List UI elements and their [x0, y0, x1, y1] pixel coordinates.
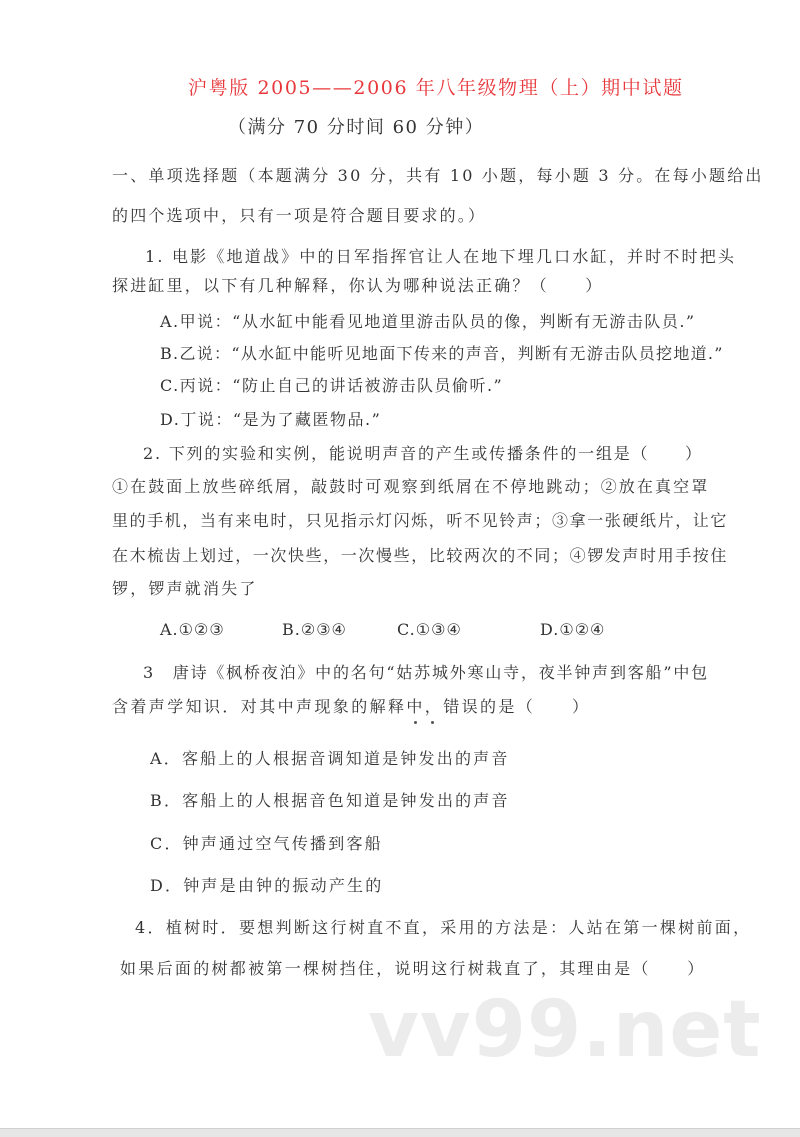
q1-option-c: C.丙说：“防止自己的讲话被游击队员偷听.” [160, 376, 504, 395]
question-2-body: 里的手机，当有来电时，只见指示灯闪烁，听不见铃声；③拿一张硬纸片，让它 [112, 511, 729, 530]
q1-option-b: B.乙说：“从水缸中能听见地面下传来的声音，判断有无游击队员挖地道.” [160, 344, 724, 363]
emphasis-dot [414, 721, 417, 724]
question-2-body: 在木梳齿上划过，一次快些，一次慢些，比较两次的不同；④锣发声时用手按住 [112, 546, 729, 565]
document-title: 沪粤版 2005——2006 年八年级物理（上）期中试题 [188, 77, 684, 99]
section-heading-cont: 的四个选项中，只有一项是符合题目要求的。） [112, 206, 487, 225]
q2-option-c: C.①③④ [397, 620, 462, 639]
q3-option-d: D．钟声是由钟的振动产生的 [150, 876, 384, 895]
question-2-body: ①在鼓面上放些碎纸屑，敲鼓时可观察到纸屑在不停地跳动；②放在真空罩 [112, 477, 710, 496]
question-2: 2. 下列的实验和实例，能说明声音的产生或传播条件的一组是（ ） [143, 444, 703, 463]
question-2-body: 锣，锣声就消失了 [112, 579, 258, 598]
q1-option-d: D.丁说：“是为了藏匿物品.” [160, 410, 382, 429]
q2-option-b: B.②③④ [282, 620, 347, 639]
page-bottom-edge [0, 1128, 800, 1137]
question-4-cont: 如果后面的树都被第一棵树挡住，说明这行树栽直了，其理由是（ ） [120, 959, 706, 978]
watermark: vv99.net [368, 985, 762, 1075]
q1-option-a: A.甲说：“从水缸中能看见地道里游击队员的像，判断有无游击队员.” [160, 312, 696, 331]
q3-option-c: C．钟声通过空气传播到客船 [150, 834, 383, 853]
document-subtitle: （满分 70 分时间 60 分钟） [228, 117, 485, 138]
section-heading: 一、单项选择题（本题满分 30 分，共有 10 小题，每小题 3 分。在每小题给出 [112, 166, 764, 185]
q3-option-a: A．客船上的人根据音调知道是钟发出的声音 [150, 749, 510, 768]
question-1-cont: 探进缸里，以下有几种解释，你认为哪种说法正确？（ ） [112, 276, 604, 295]
q3-option-b: B．客船上的人根据音色知道是钟发出的声音 [150, 791, 510, 810]
q2-option-d: D.①②④ [540, 620, 606, 639]
question-1: 1. 电影《地道战》中的日军指挥官让人在地下埋几口水缸，并时不时把头 [145, 247, 737, 266]
emphasis-dot [431, 721, 434, 724]
question-4: 4．植树时．要想判断这行树直不直，采用的方法是：人站在第一棵树前面， [135, 918, 752, 937]
question-3-cont: 含着声学知识．对其中声现象的解释中，错误的是（ ） [112, 697, 591, 716]
q2-option-a: A.①②③ [160, 620, 225, 639]
question-3: 3 唐诗《枫桥夜泊》中的名句“姑苏城外寒山寺，夜半钟声到客船”中包 [143, 663, 709, 682]
